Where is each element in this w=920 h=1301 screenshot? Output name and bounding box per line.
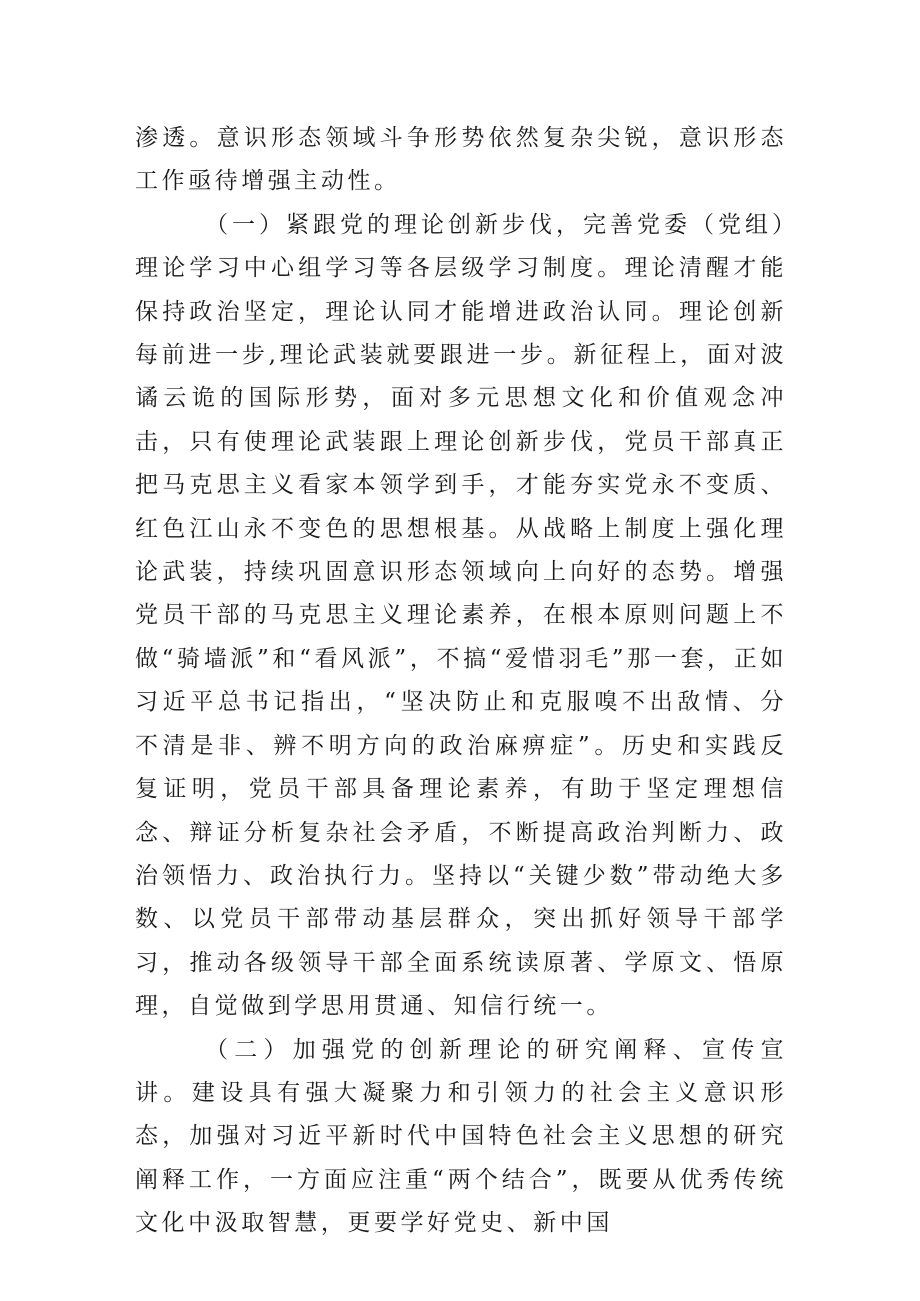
paragraph-section-one: （一）紧跟党的理论创新步伐，完善党委（党组）理论学习中心组学习等各层级学习制度。理论清醒才能保持政治坚定，理论认同才能增进政治认同。理论创新每前进一步,理论武装就要跟进一步。新征程上，面对波谲云诡的国际形势，面对多元思想文化和价值观念冲击，只有使理论武装跟上理论创新步伐，党员干部真正把马克思主义看家本领学到手，才能夯实党永不变质、红色江山永不变色的思想根基。从战略上制度上强化理论武装，持续巩固意识形态领域向上向好的态势。增强党员干部的马克思主义理论素养，在根本原则问题上不做“骑墙派”和“看风派”，不搞“爱惜羽毛”那一套，正如习近平总书记指出，“坚决防止和克服嗅不出敌情、分不清是非、辨不明方向的政治麻痹症”。历史和实践反复证明，党员干部具备理论素养，有助于坚定理想信念、辩证分析复杂社会矛盾，不断提高政治判断力、政治领悟力、政治执行力。坚持以“关键少数”带动绝大多数、以党员干部带动基层群众，突出抓好领导干部学习，推动各级领导干部全面系统读原著、学原文、悟原理，自觉做到学思用贯通、知信行统一。 bbox=[135, 211, 787, 1020]
paragraph-continuation: 渗透。意识形态领域斗争形势依然复杂尖锐，意识形态工作亟待增强主动性。 bbox=[135, 125, 787, 195]
document-body bbox=[135, 117, 787, 1246]
paragraph-section-two: （二）加强党的创新理论的研究阐释、宣传宣讲。建设具有强大凝聚力和引领力的社会主义意识形态，加强对习近平新时代中国特色社会主义思想的研究阐释工作，一方面应注重“两个结合”，既要从优秀传统文化中汲取智慧，更要学好党史、新中国 bbox=[135, 1036, 787, 1237]
